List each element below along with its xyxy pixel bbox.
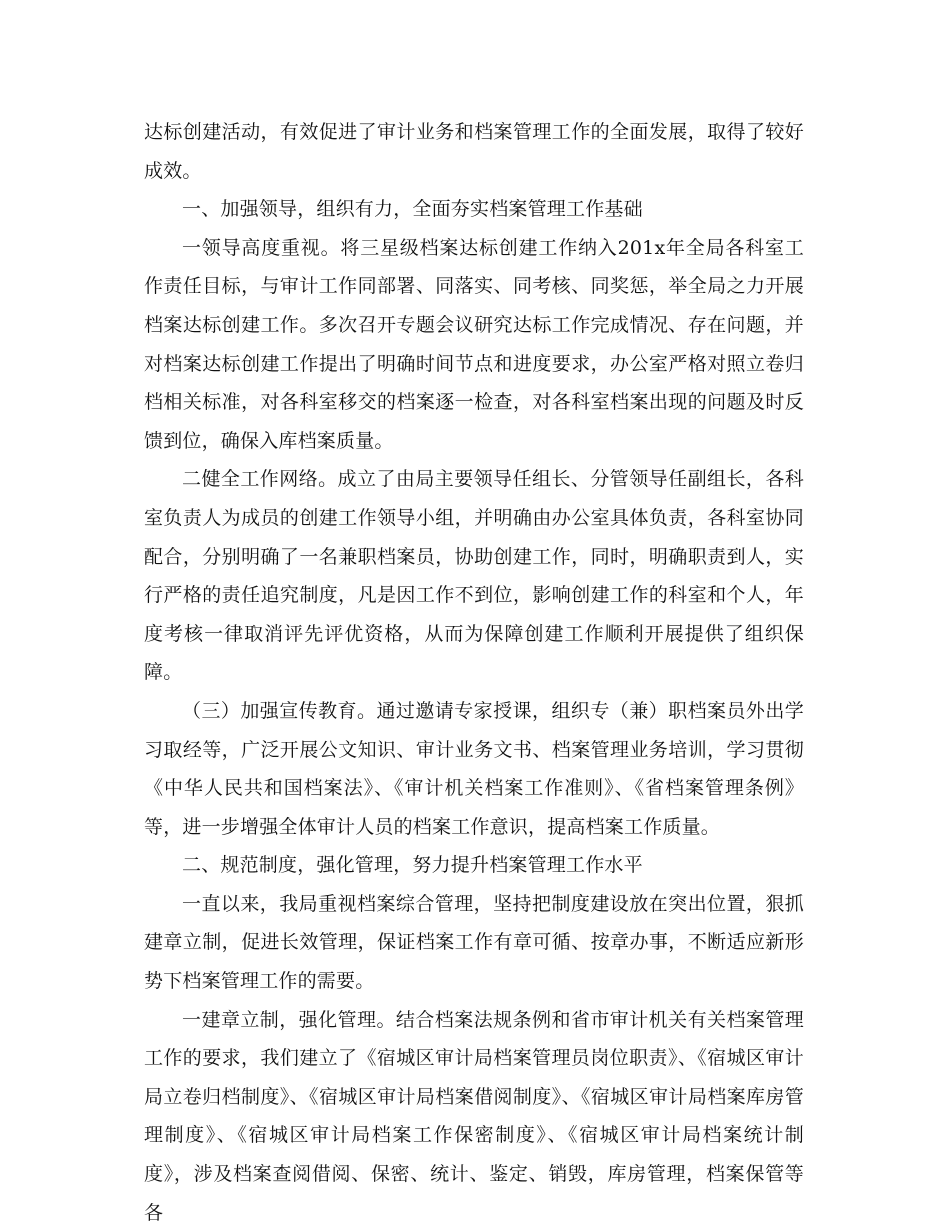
section-heading-1: 一、加强领导，组织有力，全面夯实档案管理工作基础	[182, 198, 643, 221]
paragraph-education: （三）加强宣传教育。通过邀请专家授课，组织专（兼）职档案员外出学习取经等，广泛开展公文知识、审计业务文书、档案管理业务培训，学习贯彻《中华人民共和国档案法》、《审计机关档案工作准则》、《省档案管理条例》等，进一步增强全体审计人员的档案工作意识，提高档案工作质量。	[144, 699, 804, 838]
paragraph-1: 达标创建活动，有效促进了审计业务和档案管理工作的全面发展，取得了较好成效。	[144, 121, 804, 182]
document-body	[144, 113, 804, 1232]
paragraph-leadership: 一领导高度重视。将三星级档案达标创建工作纳入201x年全局各科室工作责任目标，与审计工作同部署、同落实、同考核、同奖惩，举全局之力开展档案达标创建工作。多次召开专题会议研究达标工作完成情况、存在问题，并对档案达标创建工作提出了明确时间节点和进度要求，办公室严格对照立卷归档相关标准，对各科室移交的档案逐一检查，对各科室档案出现的问题及时反馈到位，确保入库档案质量。	[144, 236, 804, 452]
section-heading-2: 二、规范制度，强化管理，努力提升档案管理工作水平	[182, 854, 643, 877]
paragraph-network: 二健全工作网络。成立了由局主要领导任组长、分管领导任副组长，各科室负责人为成员的创建工作领导小组，并明确由办公室具体负责，各科室协同配合，分别明确了一名兼职档案员，协助创建工作，同时，明确职责到人，实行严格的责任追究制度，凡是因工作不到位，影响创建工作的科室和个人，年度考核一律取消评先评优资格，从而为保障创建工作顺利开展提供了组织保障。	[144, 468, 804, 684]
paragraph-management: 一直以来，我局重视档案综合管理，坚持把制度建设放在突出位置，狠抓建章立制，促进长效管理，保证档案工作有章可循、按章办事，不断适应新形势下档案管理工作的需要。	[144, 892, 804, 993]
paragraph-regulations: 一建章立制，强化管理。结合档案法规条例和省市审计机关有关档案管理工作的要求，我们建立了《宿城区审计局档案管理员岗位职责》、《宿城区审计局立卷归档制度》、《宿城区审计局档案借阅制度》、《宿城区审计局档案库房管理制度》、《宿城区审计局档案工作保密制度》、《宿城区审计局档案统计制度》，涉及档案查阅借阅、保密、统计、鉴定、销毁，库房管理，档案保管等各	[144, 1008, 804, 1224]
